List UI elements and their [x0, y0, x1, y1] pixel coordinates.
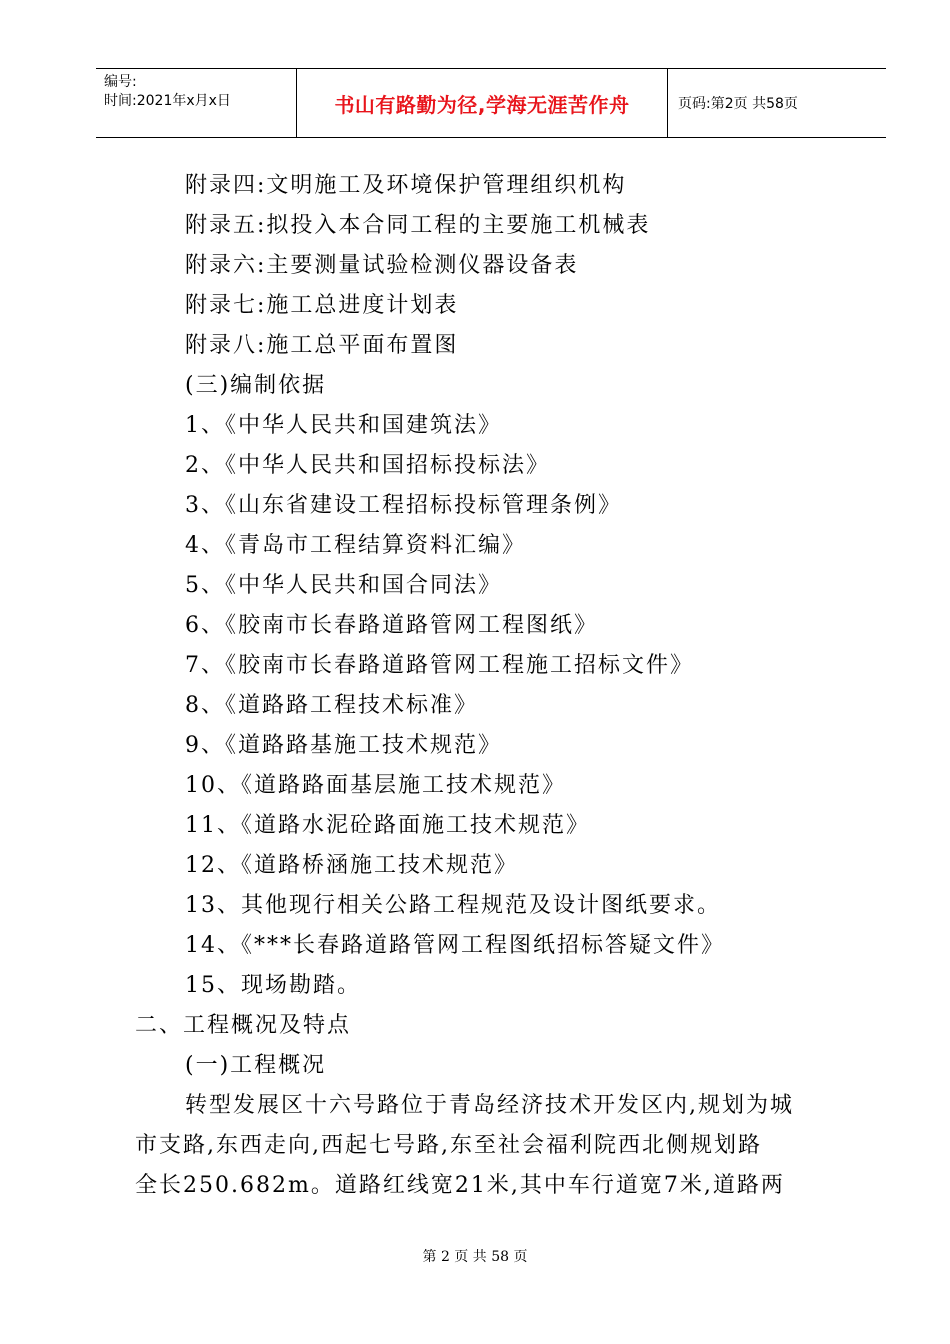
basis-item-11: 11、《道路水泥砼路面施工技术规范》 — [185, 813, 590, 838]
basis-item-7: 7、《胶南市长春路道路管网工程施工招标文件》 — [185, 653, 694, 678]
paragraph-line: 全长250.682m。道路红线宽21米,其中车行道宽7米,道路两 — [135, 1173, 785, 1198]
basis-item-3: 3、《山东省建设工程招标投标管理条例》 — [185, 493, 622, 518]
basis-item-9: 9、《道路路基施工技术规范》 — [185, 733, 502, 758]
header-meta — [96, 69, 297, 137]
appendix-7: 附录七:施工总进度计划表 — [185, 293, 459, 318]
header-page-number: 页码:第2页 共58页 — [678, 96, 798, 112]
paragraph-line: 转型发展区十六号路位于青岛经济技术开发区内,规划为城 — [185, 1093, 794, 1118]
basis-item-8: 8、《道路路工程技术标准》 — [185, 693, 478, 718]
basis-item-10: 10、《道路路面基层施工技术规范》 — [185, 773, 566, 798]
page-footer: 第 2 页 共 58 页 — [422, 1249, 528, 1265]
basis-item-4: 4、《青岛市工程结算资料汇编》 — [185, 533, 526, 558]
basis-item-15: 15、现场勘踏。 — [185, 973, 361, 998]
appendix-6: 附录六:主要测量试验检测仪器设备表 — [185, 253, 579, 278]
basis-item-2: 2、《中华人民共和国招标投标法》 — [185, 453, 550, 478]
appendix-5: 附录五:拟投入本合同工程的主要施工机械表 — [185, 213, 651, 238]
paragraph-line: 市支路,东西走向,西起七号路,东至社会福利院西北侧规划路 — [135, 1133, 762, 1158]
document-number-label: 编号: — [104, 74, 137, 90]
chapter-heading-overview: 二、工程概况及特点 — [135, 1013, 352, 1038]
appendix-4: 附录四:文明施工及环境保护管理组织机构 — [185, 173, 627, 198]
basis-item-1: 1、《中华人民共和国建筑法》 — [185, 413, 502, 438]
basis-item-6: 6、《胶南市长春路道路管网工程图纸》 — [185, 613, 598, 638]
overview-paragraph — [135, 1086, 855, 1206]
header-motto: 书山有路勤为径,学海无涯苦作舟 — [297, 69, 668, 137]
document-time-label: 时间:2021年x月x日 — [104, 93, 231, 109]
basis-item-13: 13、其他现行相关公路工程规范及设计图纸要求。 — [185, 893, 721, 918]
page-header — [96, 68, 886, 138]
appendix-8: 附录八:施工总平面布置图 — [185, 333, 459, 358]
basis-item-5: 5、《中华人民共和国合同法》 — [185, 573, 502, 598]
basis-item-14: 14、《***长春路道路管网工程图纸招标答疑文件》 — [185, 933, 725, 958]
section-heading-basis: (三)编制依据 — [185, 373, 327, 398]
section-heading-overview: (一)工程概况 — [185, 1053, 327, 1078]
basis-item-12: 12、《道路桥涵施工技术规范》 — [185, 853, 518, 878]
